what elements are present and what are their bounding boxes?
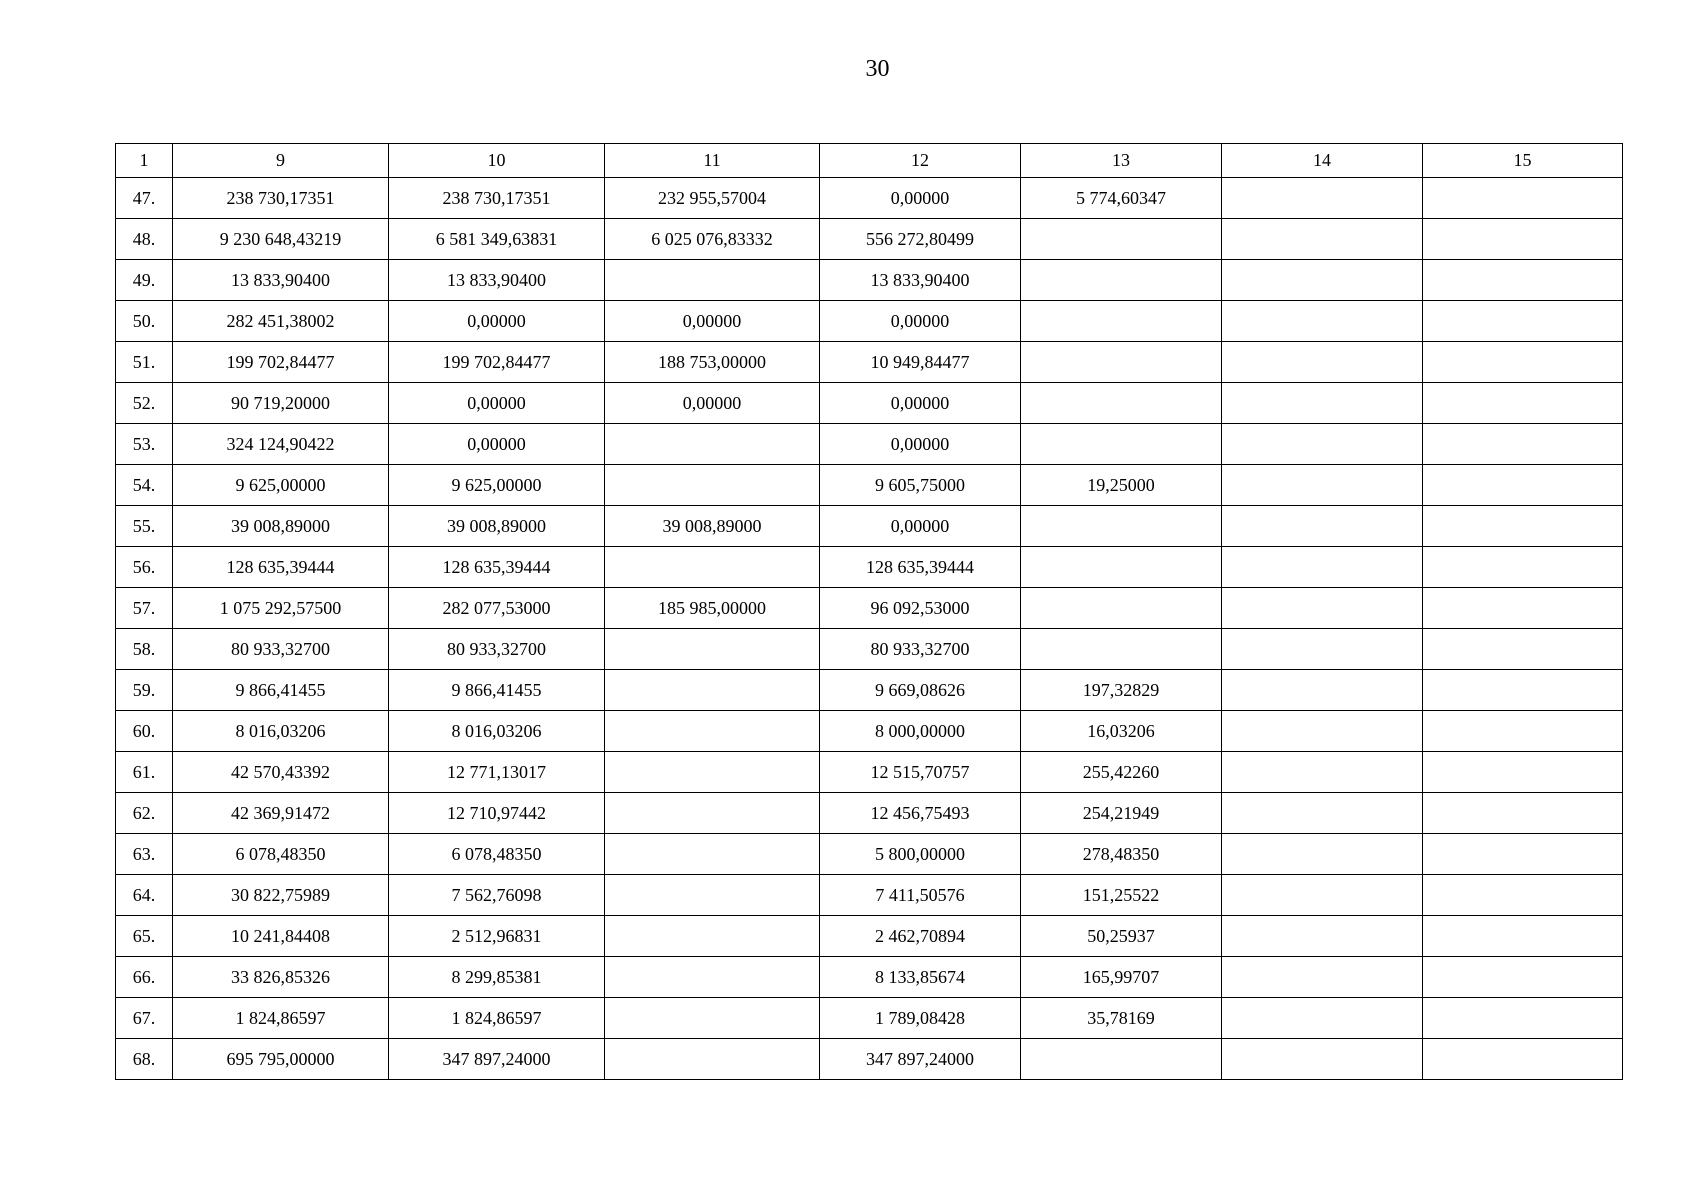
table-cell: 151,25522: [1021, 875, 1222, 916]
table-cell: [605, 547, 820, 588]
table-cell: 33 826,85326: [173, 957, 389, 998]
table-cell: 556 272,80499: [820, 219, 1021, 260]
table-cell: 42 369,91472: [173, 793, 389, 834]
table-cell: 5 774,60347: [1021, 178, 1222, 219]
table-cell: 12 771,13017: [389, 752, 605, 793]
table-cell: [1021, 424, 1222, 465]
table-cell: 7 562,76098: [389, 875, 605, 916]
table-row: [116, 834, 1623, 875]
table-cell: 282 077,53000: [389, 588, 605, 629]
table-cell: 6 078,48350: [173, 834, 389, 875]
table-cell: 199 702,84477: [173, 342, 389, 383]
table-cell: 42 570,43392: [173, 752, 389, 793]
row-number-cell: 59.: [116, 670, 173, 711]
table-cell: 13 833,90400: [820, 260, 1021, 301]
table-cell: [1021, 547, 1222, 588]
table-cell: 0,00000: [820, 506, 1021, 547]
table-cell: [1222, 383, 1423, 424]
table-cell: 12 710,97442: [389, 793, 605, 834]
row-number-cell: 51.: [116, 342, 173, 383]
row-number-cell: 54.: [116, 465, 173, 506]
table-cell: 282 451,38002: [173, 301, 389, 342]
column-header: 1: [116, 144, 173, 178]
table-cell: [1222, 793, 1423, 834]
table-row: [116, 875, 1623, 916]
table-cell: 39 008,89000: [389, 506, 605, 547]
table-cell: 0,00000: [605, 301, 820, 342]
table-cell: 9 669,08626: [820, 670, 1021, 711]
table-row: [116, 506, 1623, 547]
table-cell: 0,00000: [605, 383, 820, 424]
table-cell: 12 456,75493: [820, 793, 1021, 834]
table-cell: 0,00000: [389, 424, 605, 465]
table-cell: 255,42260: [1021, 752, 1222, 793]
column-header: 9: [173, 144, 389, 178]
table-row: [116, 342, 1623, 383]
row-number-cell: 56.: [116, 547, 173, 588]
table-cell: [1222, 301, 1423, 342]
table-cell: 232 955,57004: [605, 178, 820, 219]
table-cell: 10 241,84408: [173, 916, 389, 957]
column-header: 13: [1021, 144, 1222, 178]
table-cell: [605, 711, 820, 752]
table-row: [116, 547, 1623, 588]
table-row: [116, 793, 1623, 834]
table-cell: [1423, 424, 1623, 465]
table-cell: [605, 260, 820, 301]
table-cell: 90 719,20000: [173, 383, 389, 424]
table-cell: 185 985,00000: [605, 588, 820, 629]
table-cell: 238 730,17351: [389, 178, 605, 219]
table-cell: 13 833,90400: [389, 260, 605, 301]
row-number-cell: 47.: [116, 178, 173, 219]
table-cell: 278,48350: [1021, 834, 1222, 875]
table-cell: [1423, 793, 1623, 834]
table-row: [116, 711, 1623, 752]
table-cell: [1021, 383, 1222, 424]
table-cell: 165,99707: [1021, 957, 1222, 998]
table-cell: [1423, 834, 1623, 875]
table-cell: 10 949,84477: [820, 342, 1021, 383]
table-cell: 9 605,75000: [820, 465, 1021, 506]
table-cell: 12 515,70757: [820, 752, 1021, 793]
header-row: [116, 144, 1623, 178]
table-cell: [1423, 916, 1623, 957]
table-cell: [605, 875, 820, 916]
table-cell: [605, 424, 820, 465]
table-cell: [1222, 957, 1423, 998]
table-row: [116, 1039, 1623, 1080]
row-number-cell: 50.: [116, 301, 173, 342]
table-cell: 1 824,86597: [389, 998, 605, 1039]
table-cell: 9 625,00000: [173, 465, 389, 506]
table-cell: 0,00000: [820, 178, 1021, 219]
table-row: [116, 424, 1623, 465]
table-cell: [1222, 1039, 1423, 1080]
table-cell: [1222, 588, 1423, 629]
table-body: [116, 178, 1623, 1080]
table-cell: 7 411,50576: [820, 875, 1021, 916]
table-cell: [1222, 178, 1423, 219]
row-number-cell: 68.: [116, 1039, 173, 1080]
row-number-cell: 64.: [116, 875, 173, 916]
page-number: 30: [865, 56, 890, 82]
table-cell: [1423, 670, 1623, 711]
column-header: 12: [820, 144, 1021, 178]
row-number-cell: 63.: [116, 834, 173, 875]
table-cell: 0,00000: [820, 424, 1021, 465]
table-cell: [1423, 547, 1623, 588]
table-cell: 8 000,00000: [820, 711, 1021, 752]
table-cell: [605, 793, 820, 834]
table-cell: 80 933,32700: [173, 629, 389, 670]
row-number-cell: 60.: [116, 711, 173, 752]
column-header: 10: [389, 144, 605, 178]
table-cell: [1222, 342, 1423, 383]
table-cell: [1222, 916, 1423, 957]
table-cell: 695 795,00000: [173, 1039, 389, 1080]
table-cell: [1423, 342, 1623, 383]
row-number-cell: 52.: [116, 383, 173, 424]
table-row: [116, 957, 1623, 998]
table-cell: 238 730,17351: [173, 178, 389, 219]
table-cell: 254,21949: [1021, 793, 1222, 834]
row-number-cell: 61.: [116, 752, 173, 793]
table-row: [116, 219, 1623, 260]
table-cell: [1423, 998, 1623, 1039]
table-cell: 80 933,32700: [820, 629, 1021, 670]
table-cell: [605, 916, 820, 957]
table-row: [116, 301, 1623, 342]
table-cell: 16,03206: [1021, 711, 1222, 752]
table-row: [116, 465, 1623, 506]
row-number-cell: 62.: [116, 793, 173, 834]
row-number-cell: 58.: [116, 629, 173, 670]
table-cell: 2 512,96831: [389, 916, 605, 957]
table-cell: 9 866,41455: [389, 670, 605, 711]
table-cell: [1222, 670, 1423, 711]
table-cell: 128 635,39444: [820, 547, 1021, 588]
table-cell: [1021, 342, 1222, 383]
table-cell: 80 933,32700: [389, 629, 605, 670]
table-cell: 9 625,00000: [389, 465, 605, 506]
table-cell: [1021, 219, 1222, 260]
table-cell: [1222, 629, 1423, 670]
table-cell: 6 581 349,63831: [389, 219, 605, 260]
table-header: [116, 144, 1623, 178]
table-cell: [1423, 957, 1623, 998]
table-cell: [1222, 465, 1423, 506]
table-cell: [1021, 588, 1222, 629]
table-cell: 347 897,24000: [820, 1039, 1021, 1080]
table-cell: [1423, 588, 1623, 629]
table-cell: [1423, 629, 1623, 670]
row-number-cell: 57.: [116, 588, 173, 629]
table-cell: 50,25937: [1021, 916, 1222, 957]
table-cell: [1021, 506, 1222, 547]
table-cell: 39 008,89000: [173, 506, 389, 547]
table-row: [116, 916, 1623, 957]
table-cell: 35,78169: [1021, 998, 1222, 1039]
table-cell: [605, 998, 820, 1039]
table-cell: [1423, 465, 1623, 506]
table-cell: 197,32829: [1021, 670, 1222, 711]
table-cell: 128 635,39444: [389, 547, 605, 588]
row-number-cell: 65.: [116, 916, 173, 957]
table-cell: 8 133,85674: [820, 957, 1021, 998]
table-cell: 8 016,03206: [389, 711, 605, 752]
table-row: [116, 629, 1623, 670]
table-cell: [1222, 998, 1423, 1039]
table-cell: [1423, 301, 1623, 342]
table-cell: [605, 752, 820, 793]
table-cell: [1222, 547, 1423, 588]
table-cell: [1423, 1039, 1623, 1080]
table-cell: 0,00000: [389, 301, 605, 342]
table-cell: 13 833,90400: [173, 260, 389, 301]
row-number-cell: 48.: [116, 219, 173, 260]
table-cell: 19,25000: [1021, 465, 1222, 506]
table-cell: [605, 834, 820, 875]
table-cell: 128 635,39444: [173, 547, 389, 588]
table-row: [116, 670, 1623, 711]
table-cell: 9 866,41455: [173, 670, 389, 711]
table-cell: 6 078,48350: [389, 834, 605, 875]
row-number-cell: 49.: [116, 260, 173, 301]
table-cell: [1222, 424, 1423, 465]
table-cell: [1423, 219, 1623, 260]
table-cell: [1423, 506, 1623, 547]
table-cell: [605, 629, 820, 670]
table-cell: 39 008,89000: [605, 506, 820, 547]
table-cell: [1423, 260, 1623, 301]
table-cell: [1222, 260, 1423, 301]
table-cell: [1222, 219, 1423, 260]
table-cell: 9 230 648,43219: [173, 219, 389, 260]
table-cell: 30 822,75989: [173, 875, 389, 916]
table-cell: [605, 670, 820, 711]
row-number-cell: 67.: [116, 998, 173, 1039]
table-cell: 0,00000: [389, 383, 605, 424]
table-cell: 347 897,24000: [389, 1039, 605, 1080]
table-cell: [1222, 711, 1423, 752]
data-table: [115, 143, 1623, 1080]
table-cell: 1 789,08428: [820, 998, 1021, 1039]
table-cell: 1 075 292,57500: [173, 588, 389, 629]
table-row: [116, 383, 1623, 424]
table-row: [116, 178, 1623, 219]
table-cell: 96 092,53000: [820, 588, 1021, 629]
table-cell: 324 124,90422: [173, 424, 389, 465]
table-cell: 188 753,00000: [605, 342, 820, 383]
table-cell: [605, 1039, 820, 1080]
table-cell: 5 800,00000: [820, 834, 1021, 875]
table-cell: 0,00000: [820, 383, 1021, 424]
table-cell: [1021, 1039, 1222, 1080]
table-cell: [1222, 752, 1423, 793]
table-cell: [605, 465, 820, 506]
column-header: 14: [1222, 144, 1423, 178]
table-cell: [1423, 711, 1623, 752]
row-number-cell: 53.: [116, 424, 173, 465]
table-cell: [1021, 629, 1222, 670]
table-cell: [1021, 260, 1222, 301]
table-cell: 1 824,86597: [173, 998, 389, 1039]
table-cell: [1222, 506, 1423, 547]
table-cell: [1423, 875, 1623, 916]
table-cell: 8 299,85381: [389, 957, 605, 998]
table-cell: [1423, 752, 1623, 793]
table-row: [116, 998, 1623, 1039]
table-cell: 199 702,84477: [389, 342, 605, 383]
table-cell: [1222, 875, 1423, 916]
table-cell: [1423, 383, 1623, 424]
table-cell: 6 025 076,83332: [605, 219, 820, 260]
table-row: [116, 588, 1623, 629]
row-number-cell: 55.: [116, 506, 173, 547]
column-header: 11: [605, 144, 820, 178]
table-cell: [605, 957, 820, 998]
table-cell: [1222, 834, 1423, 875]
row-number-cell: 66.: [116, 957, 173, 998]
column-header: 15: [1423, 144, 1623, 178]
table-cell: 0,00000: [820, 301, 1021, 342]
table-cell: 2 462,70894: [820, 916, 1021, 957]
table-cell: 8 016,03206: [173, 711, 389, 752]
table-row: [116, 260, 1623, 301]
table-row: [116, 752, 1623, 793]
table-cell: [1423, 178, 1623, 219]
table-cell: [1021, 301, 1222, 342]
